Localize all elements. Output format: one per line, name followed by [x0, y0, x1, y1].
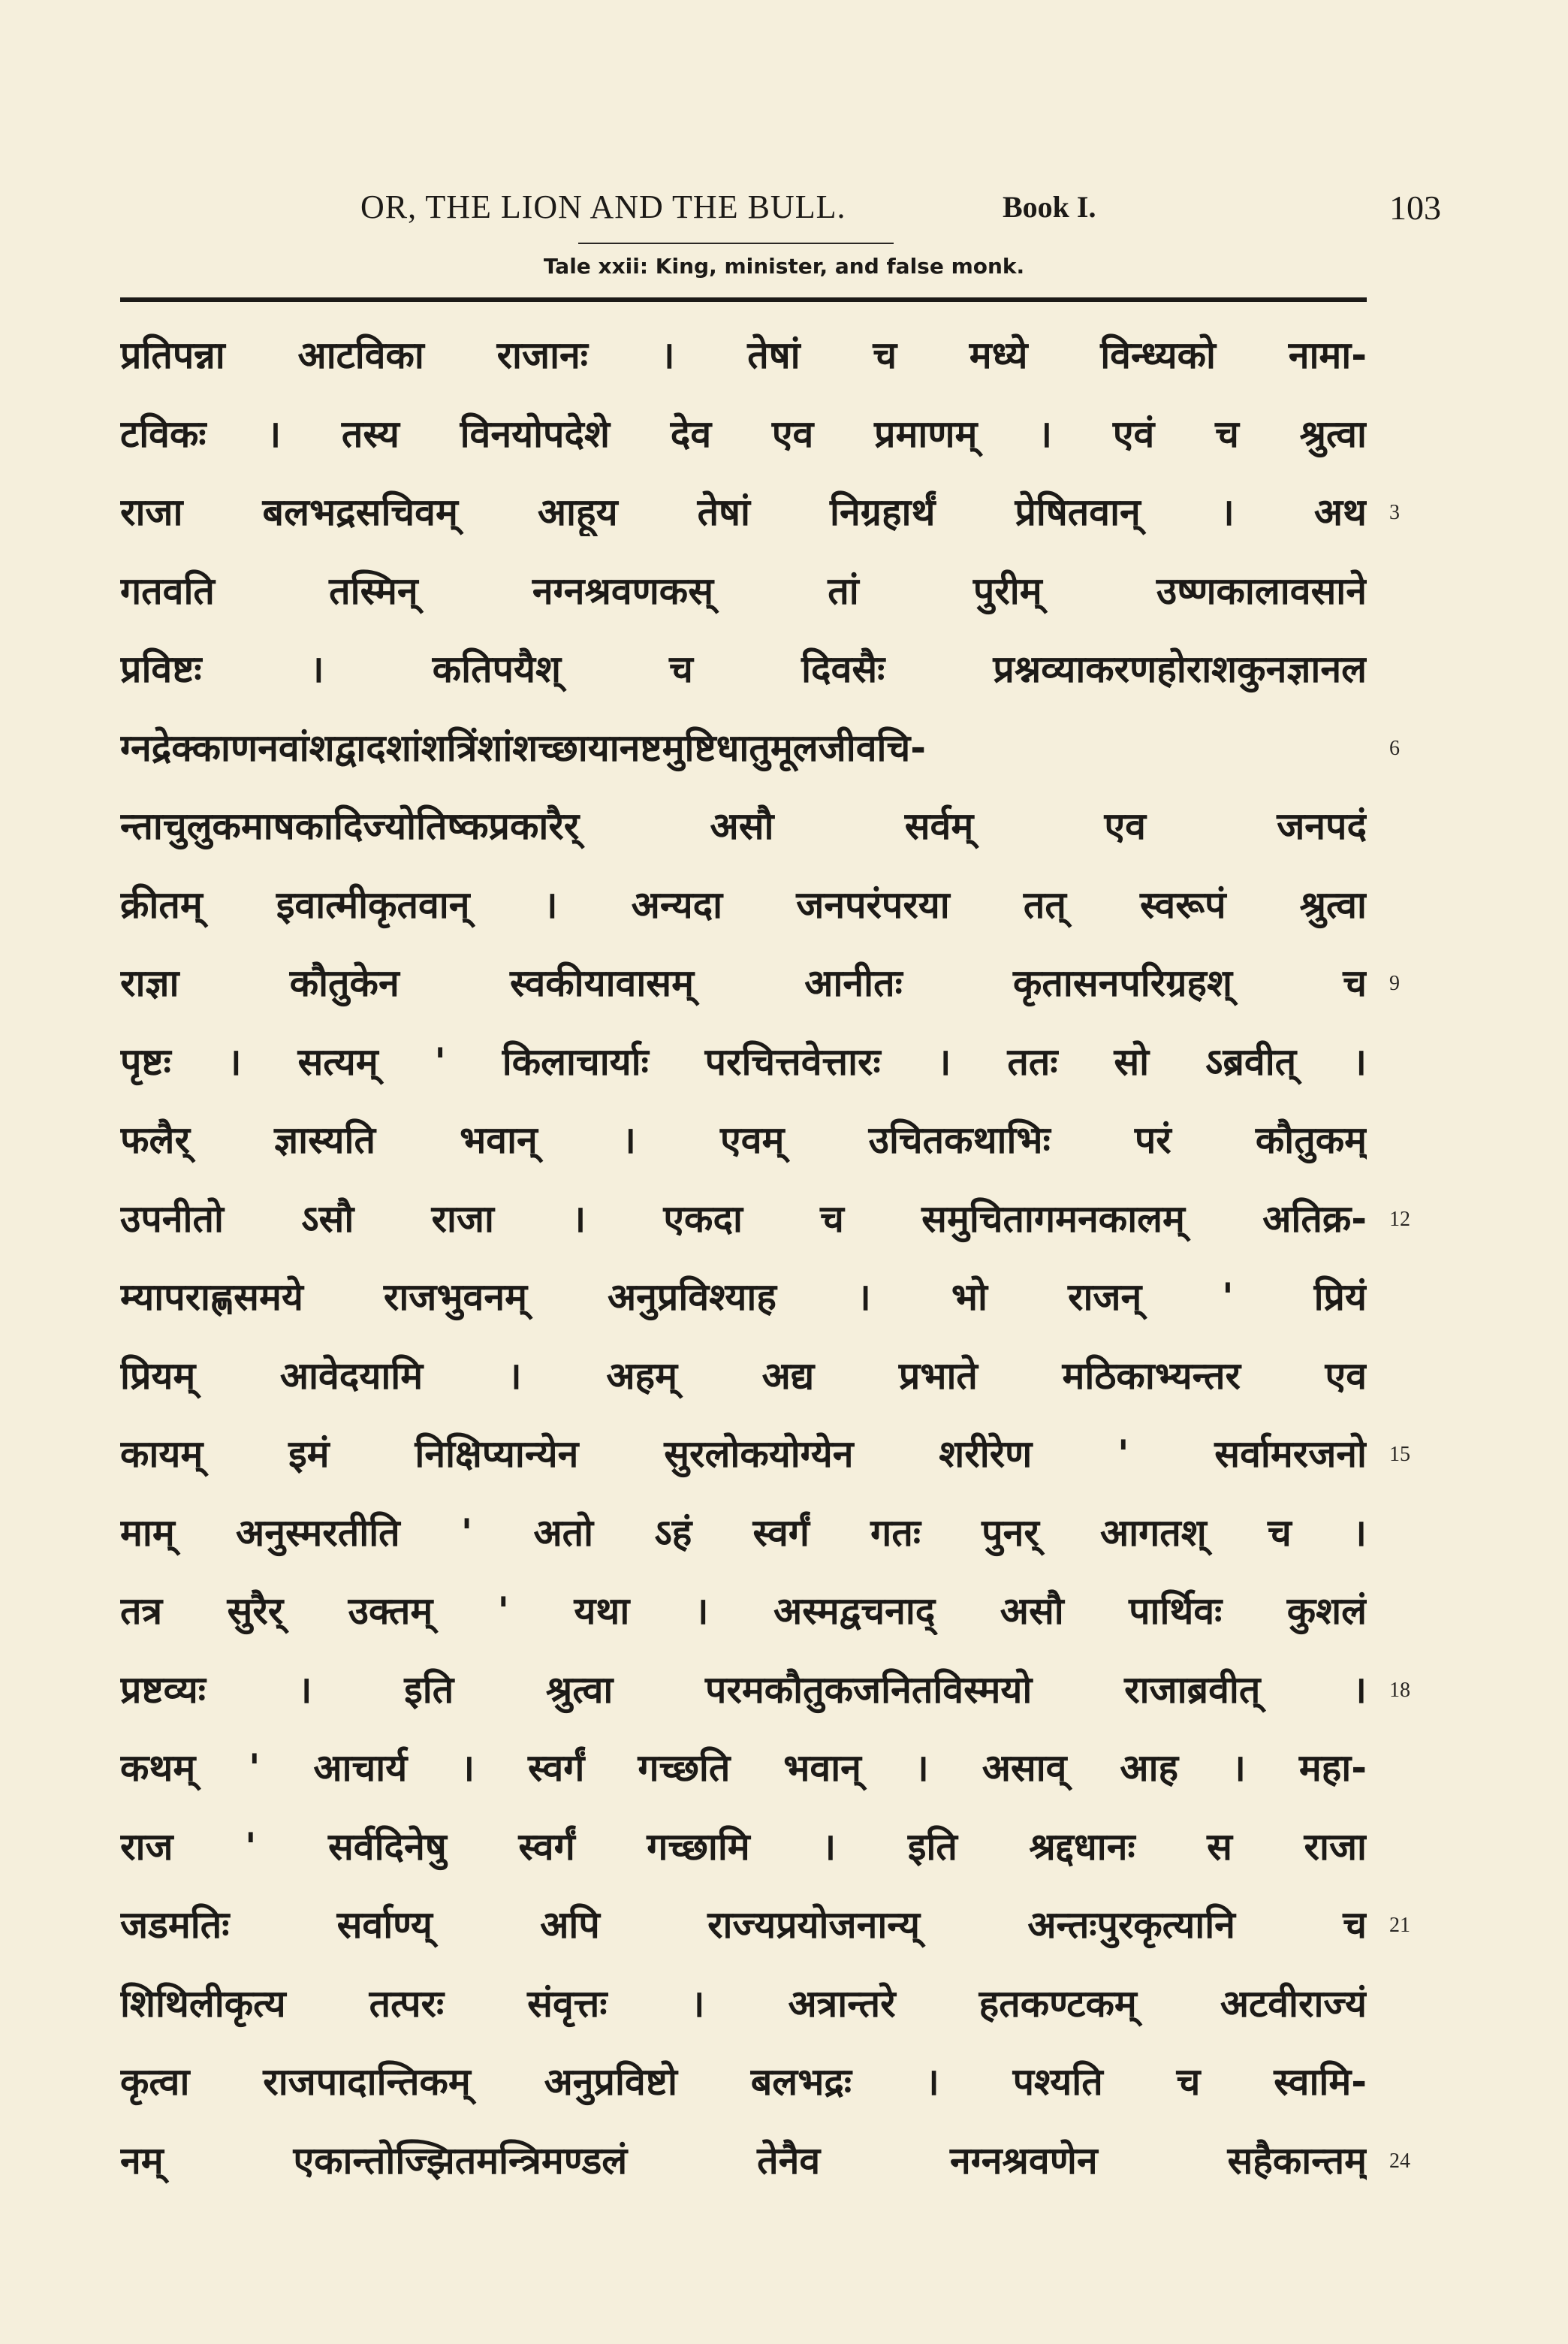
line-number: 21 — [1389, 1914, 1410, 1937]
tale-subheading: Tale xxii: King, minister, and false monk. — [543, 254, 1025, 279]
text-line — [120, 566, 1367, 613]
header-rule — [120, 297, 1367, 302]
line-text: फलैर् ज्ञास्यति भवान् । एवम् उचितकथाभिः परं कौतुकम् — [120, 1118, 1367, 1162]
line-text: जडमतिः सर्वाण्य् अपि राज्यप्रयोजनान्य् अन्तःपुरकृत्यानि च — [120, 1903, 1367, 1947]
line-text: राजा बलभद्रसचिवम् आहूय तेषां निग्रहार्थं प्रेषितवान् । अथ — [120, 490, 1367, 534]
text-line — [120, 1822, 1367, 1869]
text-line — [120, 330, 1367, 377]
text-line — [120, 1272, 1367, 1319]
line-text: राज्ञा कौतुकेन स्वकीयावासम् आनीतः कृतासनपरिग्रहश् च — [120, 961, 1367, 1005]
line-text: कृत्वा राजपादान्तिकम् अनुप्रविष्टो बलभद्रः । पश्यति च स्वामि- — [120, 2060, 1367, 2104]
line-text: प्रियम् आवेदयामि । अहम् अद्य प्रभाते मठिकाभ्यन्तर एव — [120, 1353, 1367, 1398]
line-text: म्यापराह्णसमये राजभुवनम् अनुप्रविश्याह । भो राजन् ' प्रियं — [120, 1275, 1367, 1319]
text-line — [120, 1979, 1367, 2026]
line-text: शिथिलीकृत्य तत्परः संवृत्तः । अत्रान्तरे हतकण्टकम् अटवीराज्यं — [120, 1981, 1367, 2026]
line-text: उपनीतो ऽसौ राजा । एकदा च समुचितागमनकालम् अतिक्र- — [120, 1196, 1367, 1241]
line-text: राज ' सर्वदिनेषु स्वर्गं गच्छामि । इति श्रद्दधानः स राजा — [120, 1824, 1367, 1869]
text-line — [120, 409, 1367, 456]
line-text: नम् एकान्तोज्झितमन्त्रिमण्डलं तेनैव नग्नश्रवणेन सहैकान्तम् — [120, 2138, 1367, 2183]
line-number: 18 — [1389, 1678, 1410, 1702]
text-line — [120, 2136, 1410, 2183]
text-line — [120, 1900, 1410, 1947]
header-short-rule — [578, 243, 894, 244]
running-head — [120, 188, 1457, 240]
text-line — [120, 2057, 1367, 2104]
line-number: 3 — [1389, 501, 1400, 524]
line-text: कायम् इमं निक्षिप्यान्येन सुरलोकयोग्येन शरीरेण ' सर्वामरजनो — [120, 1432, 1367, 1476]
running-title: OR, THE LION AND THE BULL. — [360, 189, 846, 225]
line-text: माम् अनुस्मरतीति ' अतो ऽहं स्वर्गं गतः पुनर् आगतश् च । — [120, 1510, 1367, 1555]
text-line — [120, 487, 1400, 534]
line-text: प्रविष्टः । कतिपयैश् च दिवसैः प्रश्नव्याकरणहोराशकुनज्ञानल — [120, 647, 1367, 691]
line-number: 9 — [1389, 972, 1400, 995]
text-line — [120, 644, 1367, 691]
text-line — [120, 1194, 1410, 1241]
line-text: न्ताचुलुकमाषकादिज्योतिष्कप्रकारैर् असौ सर्वम् एव जनपदं — [120, 804, 1367, 848]
text-line — [120, 1586, 1367, 1633]
line-text: पृष्टः । सत्यम् ' किलाचार्याः परचित्तवेत्तारः । ततः सो ऽब्रवीत् । — [120, 1039, 1367, 1084]
line-text: कथम् ' आचार्य । स्वर्गं गच्छति भवान् । असाव् आह । महा- — [120, 1746, 1367, 1790]
text-line — [120, 723, 1400, 770]
line-text: तत्र सुरैर् उक्तम् ' यथा । अस्मद्वचनाद् असौ पार्थिवः कुशलं — [120, 1589, 1367, 1633]
page-number: 103 — [1389, 189, 1441, 227]
text-line — [120, 1743, 1367, 1790]
text-line — [120, 958, 1400, 1005]
line-text: टविकः । तस्य विनयोपदेशे देव एव प्रमाणम् । एवं च श्रुत्वा — [120, 412, 1367, 456]
line-number: 6 — [1389, 736, 1400, 760]
text-line — [120, 1115, 1367, 1162]
line-number: 12 — [1389, 1207, 1410, 1231]
text-line — [120, 1351, 1367, 1398]
text-line — [120, 880, 1367, 927]
line-text: प्रतिपन्ना आटविका राजानः । तेषां च मध्ये विन्ध्यको नामा- — [120, 333, 1367, 377]
line-number: 24 — [1389, 2149, 1410, 2173]
line-text: ग्नद्रेक्काणनवांशद्वादशांशत्रिंशांशच्छायानष्टमुष्टिधातुमूलजीवचि- — [120, 726, 926, 770]
line-text: गतवति तस्मिन् नग्नश्रवणकस् तां पुरीम् उष्णकालावसाने — [120, 569, 1367, 613]
book-label: Book I. — [1003, 190, 1096, 224]
text-line — [120, 1429, 1410, 1476]
text-line — [120, 801, 1367, 848]
text-line — [120, 1508, 1367, 1555]
text-line — [120, 1037, 1367, 1084]
line-number: 15 — [1389, 1443, 1410, 1466]
line-text: क्रीतम् इवात्मीकृतवान् । अन्यदा जनपरंपरया तत् स्वरूपं श्रुत्वा — [120, 882, 1367, 927]
text-line — [120, 1665, 1410, 1712]
line-text: प्रष्टव्यः । इति श्रुत्वा परमकौतुकजनितविस्मयो राजाब्रवीत् । — [120, 1667, 1367, 1712]
